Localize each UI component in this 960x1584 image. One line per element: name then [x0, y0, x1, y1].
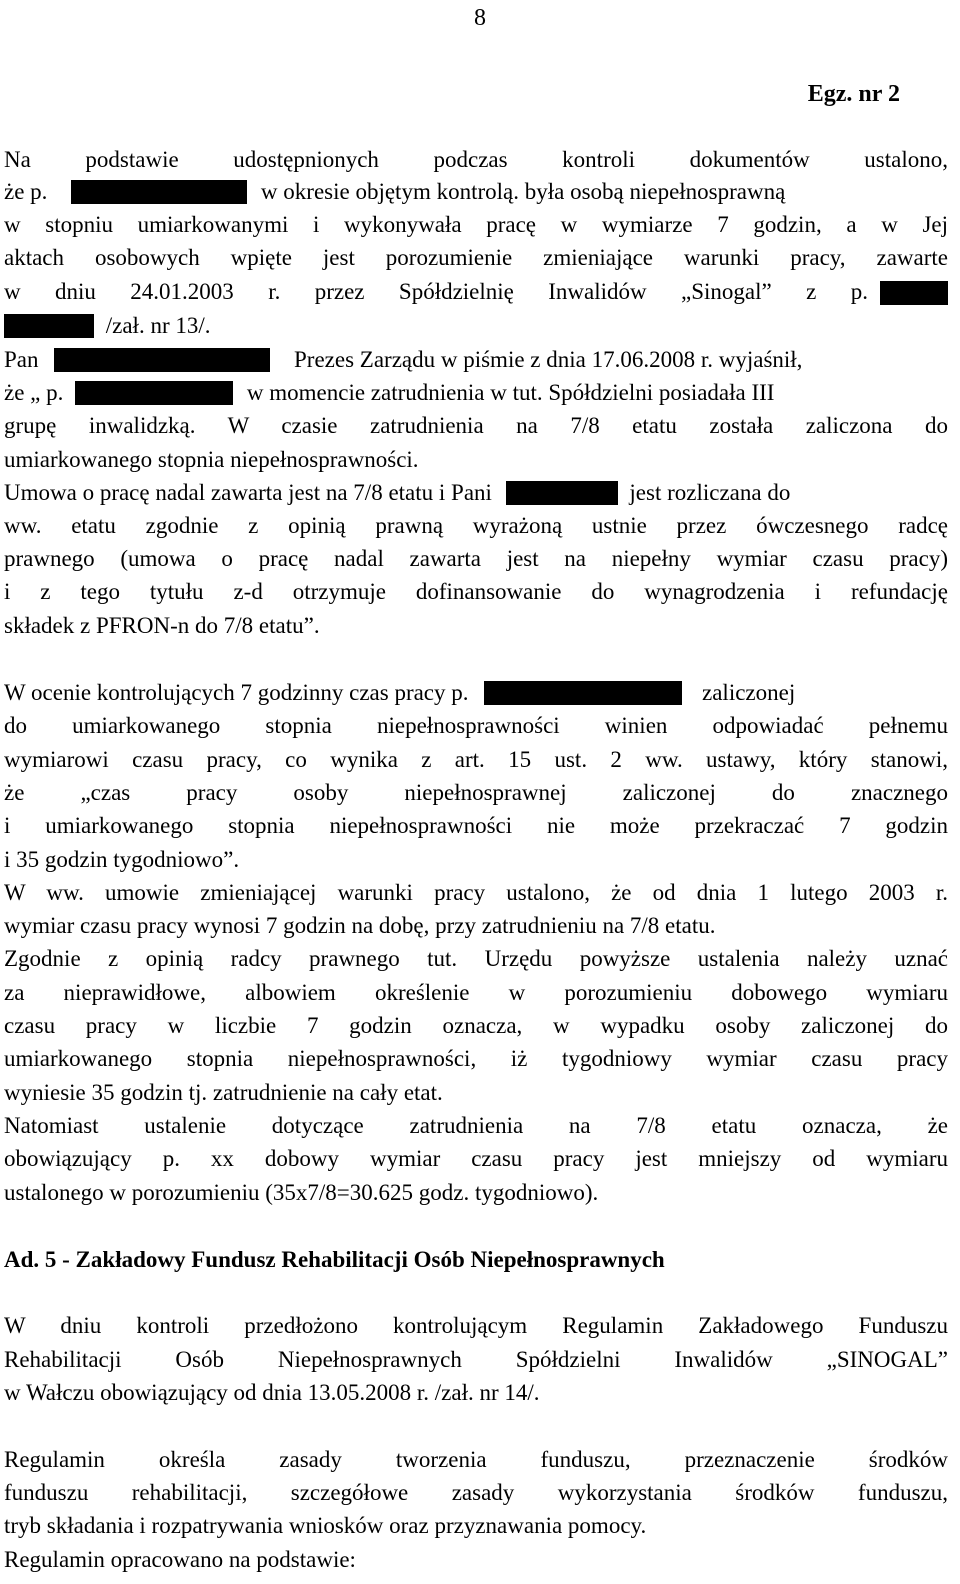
text-line: [4, 379, 948, 407]
redaction-block: [484, 681, 682, 705]
text-fragment: w momencie zatrudnienia w tut. Spółdzielni posiadała III: [246, 380, 775, 405]
text-line: ustalonego w porozumieniu (35x7/8=30.625 godz. tygodniowo).: [4, 1180, 599, 1205]
redaction-block: [71, 180, 247, 204]
text-fragment: Umowa o pracę nadal zawarta jest na 7/8 etatu i Pani: [4, 480, 492, 505]
text-line: umiarkowanego stopnia niepełnosprawności, iż tygodniowy wymiar czasu pracy: [4, 1046, 948, 1071]
text-line: składek z PFRON-n do 7/8 etatu”.: [4, 613, 320, 638]
text-line: prawnego (umowa o pracę nadal zawarta jest na niepełny wymiar czasu pracy): [4, 546, 948, 571]
text-line: obowiązujący p. xx dobowy wymiar czasu pracy jest mniejszy od wymiaru: [4, 1146, 948, 1171]
redaction-block: [75, 381, 233, 405]
text-line: aktach osobowych wpięte jest porozumienie zmieniające warunki pracy, zawarte: [4, 245, 948, 270]
text-line: w dniu 24.01.2003 r. przez Spółdzielnię Inwalidów „Sinogal” z p.: [4, 279, 868, 304]
text-line: wymiarowi czasu pracy, co wynika z art. 15 ust. 2 ww. ustawy, który stanowi,: [4, 747, 948, 772]
text-line: w stopniu umiarkowanymi i wykonywała pracę w wymiarze 7 godzin, a w Jej: [4, 212, 948, 237]
text-line: do umiarkowanego stopnia niepełnosprawności winien odpowiadać pełnemu: [4, 713, 948, 738]
redaction-block: [506, 481, 618, 505]
text-line: [4, 178, 948, 206]
text-fragment: W ocenie kontrolujących 7 godzinny czas pracy p.: [4, 680, 469, 705]
text-line: Rehabilitacji Osób Niepełnosprawnych Spółdzielni Inwalidów „SINOGAL”: [4, 1347, 948, 1372]
text-fragment: w okresie objętym kontrolą. była osobą niepełnosprawną: [260, 179, 786, 204]
page-number: 8: [474, 5, 486, 31]
redaction-block: [54, 348, 270, 372]
text-line: czasu pracy w liczbie 7 godzin oznacza, w wypadku osoby zaliczonej do: [4, 1013, 948, 1038]
text-line: ww. etatu zgodnie z opinią prawną wyrażoną ustnie przez ówczesnego radcę: [4, 513, 948, 538]
text-line: Zgodnie z opinią radcy prawnego tut. Urzędu powyższe ustalenia należy uznać: [4, 946, 948, 971]
text-line: Na podstawie udostępnionych podczas kontroli dokumentów ustalono,: [4, 147, 948, 172]
text-line: w Wałczu obowiązujący od dnia 13.05.2008 r. /zał. nr 14/.: [4, 1380, 540, 1405]
text-line: funduszu rehabilitacji, szczegółowe zasady wykorzystania środków funduszu,: [4, 1480, 948, 1505]
text-line: wyniesie 35 godzin tj. zatrudnienie na cały etat.: [4, 1080, 443, 1105]
text-line: [4, 479, 948, 507]
text-line: że „czas pracy osoby niepełnosprawnej zaliczonej do znacznego: [4, 780, 948, 805]
text-line: [4, 346, 948, 374]
section-heading: Ad. 5 - Zakładowy Fundusz Rehabilitacji Osób Niepełnosprawnych: [4, 1247, 665, 1272]
text-line: i umiarkowanego stopnia niepełnosprawności nie może przekraczać 7 godzin: [4, 813, 948, 838]
text-line: tryb składania i rozpatrywania wniosków oraz przyznawania pomocy.: [4, 1513, 647, 1538]
text-line: za nieprawidłowe, albowiem określenie w porozumieniu dobowego wymiaru: [4, 980, 948, 1005]
redaction-block: [4, 314, 94, 338]
text-fragment: /zał. nr 13/.: [105, 313, 211, 338]
text-fragment: Prezes Zarządu w piśmie z dnia 17.06.2008 r. wyjaśnił,: [294, 347, 803, 372]
text-fragment: jest rozliczana do: [629, 480, 791, 505]
text-fragment: że p.: [4, 179, 48, 204]
text-line: W ww. umowie zmieniającej warunki pracy ustalono, że od dnia 1 lutego 2003 r.: [4, 880, 948, 905]
text-line: W dniu kontroli przedłożono kontrolującym Regulamin Zakładowego Funduszu: [4, 1313, 948, 1338]
text-fragment: że „ p.: [4, 380, 64, 405]
text-line: Natomiast ustalenie dotyczące zatrudnienia na 7/8 etatu oznacza, że: [4, 1113, 948, 1138]
text-line: Regulamin określa zasady tworzenia funduszu, przeznaczenie środków: [4, 1447, 948, 1472]
text-line: i z tego tytułu z-d otrzymuje dofinansowanie do wynagrodzenia i refundację: [4, 579, 948, 604]
text-line: Regulamin opracowano na podstawie:: [4, 1547, 356, 1572]
text-fragment: zaliczonej: [702, 680, 796, 705]
text-line: i 35 godzin tygodniowo”.: [4, 847, 240, 872]
text-line: [4, 312, 948, 340]
text-line: wymiar czasu pracy wynosi 7 godzin na dobę, przy zatrudnieniu na 7/8 etatu.: [4, 913, 716, 938]
text-line: grupę inwalidzką. W czasie zatrudnienia na 7/8 etatu została zaliczona do: [4, 413, 948, 438]
copy-number: Egz. nr 2: [807, 81, 900, 107]
text-line: [4, 679, 948, 707]
text-line: umiarkowanego stopnia niepełnosprawności.: [4, 447, 419, 472]
text-fragment: Pan: [4, 347, 39, 372]
redaction-block: [880, 281, 948, 305]
